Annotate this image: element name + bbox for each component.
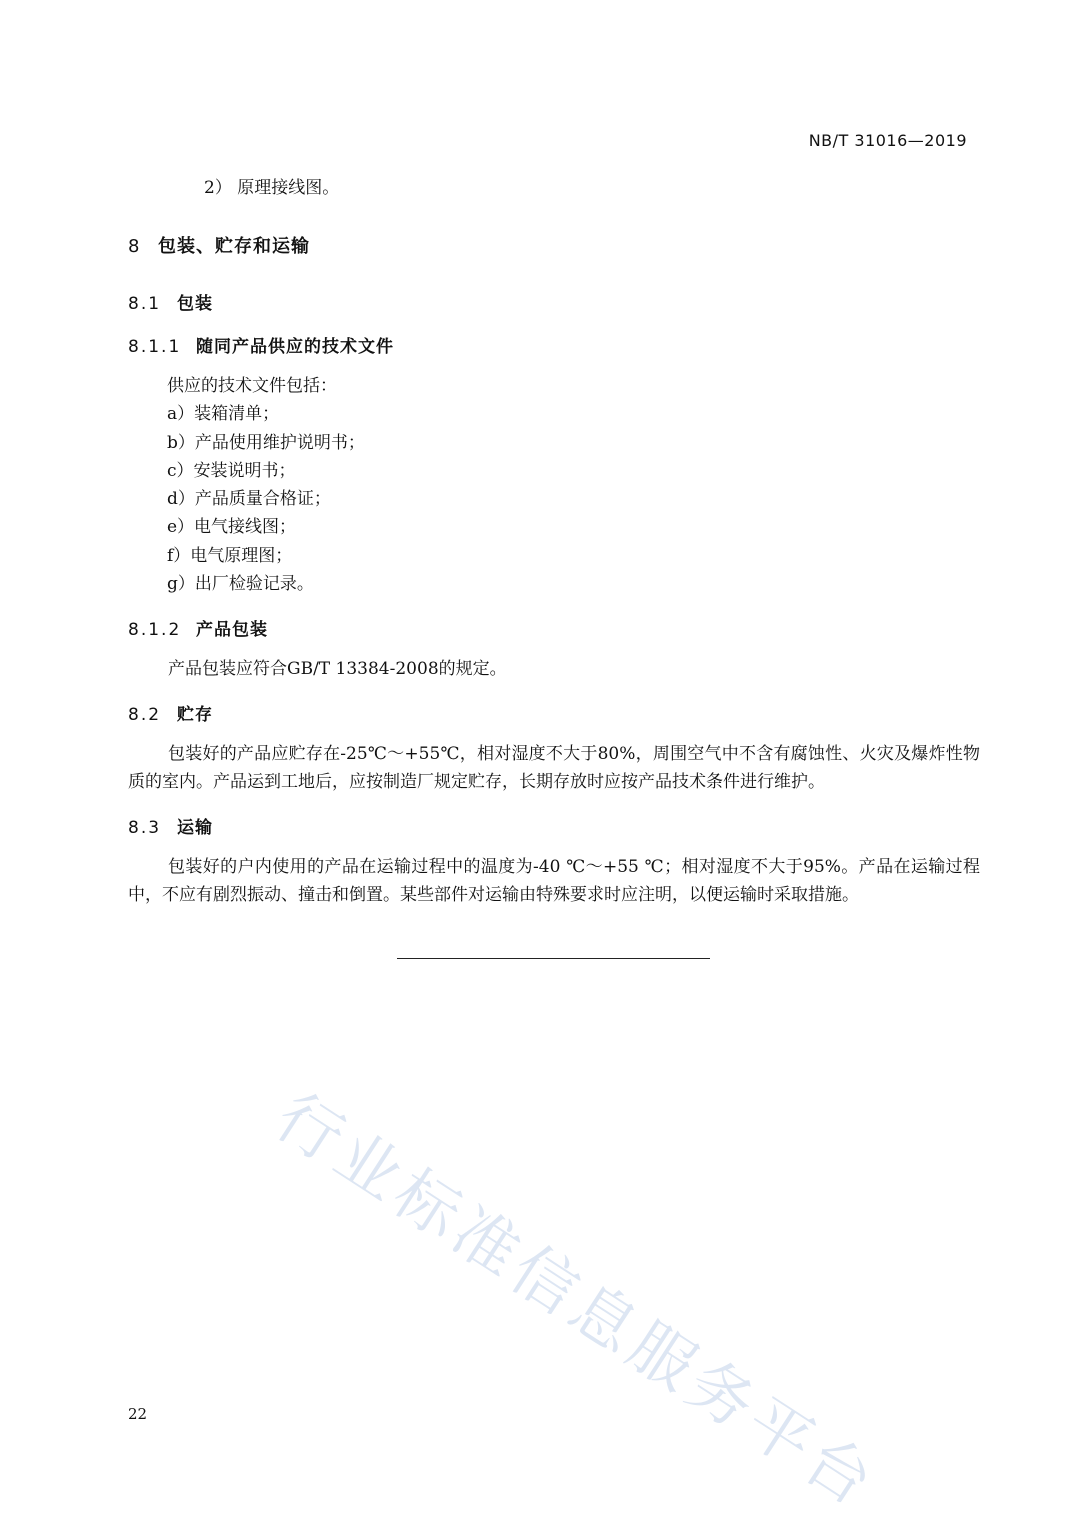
transport-paragraph: 包装好的户内使用的产品在运输过程中的温度为-40 ℃～+55 ℃；相对湿度不大于95%。产品在运输过程中，不应有剧烈振动、撞击和倒置。某些部件对运输由特殊要求时应注明，以便运输时采取措施。 [128, 857, 980, 905]
section-number: 8 [128, 236, 142, 257]
section-8-2-heading [128, 700, 213, 725]
section-title: 包装、贮存和运输 [158, 236, 310, 257]
previous-list-item: 2） 原理接线图。 [204, 178, 340, 198]
list-item: c）安装说明书； [167, 460, 296, 481]
list-item: b）产品使用维护说明书； [167, 432, 365, 453]
list-item: f）电气原理图； [167, 545, 293, 566]
packaging-paragraph: 产品包装应符合GB/T 13384-2008的规定。 [168, 659, 507, 679]
section-8-1-1-heading [128, 332, 394, 357]
storage-paragraph: 包装好的产品应贮存在-25℃～+55℃，相对湿度不大于80%，周围空气中不含有腐蚀性、火灾及爆炸性物质的室内。产品运到工地后，应按制造厂规定贮存，长期存放时应按产品技术条件进行维护。 [128, 744, 980, 792]
section-title: 包装 [177, 294, 213, 314]
section-title: 运输 [177, 818, 213, 838]
list-intro: 供应的技术文件包括： [167, 376, 337, 396]
section-8-3-heading [128, 813, 213, 838]
section-8-1-heading [128, 289, 213, 314]
section-8-1-2-heading [128, 615, 268, 640]
section-number: 8.1.2 [128, 620, 182, 640]
section-number: 8.2 [128, 705, 162, 725]
section-number: 8.1 [128, 294, 162, 314]
section-number: 8.1.1 [128, 337, 182, 357]
standard-code: NB/T 31016—2019 [808, 131, 967, 150]
section-title: 贮存 [177, 705, 213, 725]
list-item: a）装箱清单； [167, 404, 280, 425]
page-number: 22 [128, 1405, 148, 1423]
watermark: 行业标准信息服务平台 [262, 1080, 890, 1524]
section-8-heading [128, 232, 310, 258]
end-divider [397, 958, 710, 959]
list-item: d）产品质量合格证； [167, 489, 331, 510]
section-number: 8.3 [128, 818, 162, 838]
list-item: g）出厂检验记录。 [167, 574, 314, 595]
list-item: e）电气接线图； [167, 517, 297, 538]
tech-docs-list [167, 372, 365, 598]
section-title: 产品包装 [196, 620, 268, 640]
section-title: 随同产品供应的技术文件 [196, 337, 394, 357]
